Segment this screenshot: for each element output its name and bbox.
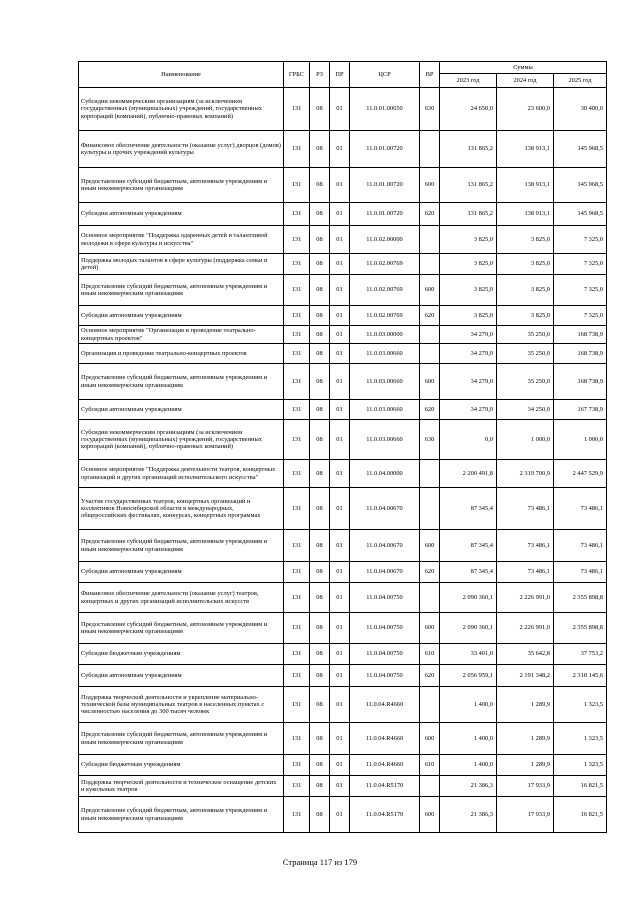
row-amount-2023: 34 279,0 <box>440 344 497 364</box>
row-amount-2025: 168 738,9 <box>554 344 607 364</box>
row-amount-2025: 1 323,5 <box>554 755 607 776</box>
row-amount-2023: 3 825,0 <box>440 275 497 306</box>
row-amount-2023: 2 056 959,1 <box>440 665 497 687</box>
row-vr: 620 <box>420 665 440 687</box>
row-amount-2023: 87 345,4 <box>440 530 497 562</box>
row-name: Предоставление субсидий бюджетным, автономным учреждениям и иным некоммерческим организациям <box>79 364 284 400</box>
row-pr: 01 <box>330 400 350 420</box>
header-vr: ВР <box>420 62 440 88</box>
table-row <box>79 88 607 131</box>
row-csr: 11.0.04.R5170 <box>350 776 420 797</box>
row-amount-2023: 21 386,3 <box>440 797 497 833</box>
row-amount-2025: 16 821,5 <box>554 776 607 797</box>
row-amount-2025: 2 447 529,9 <box>554 460 607 488</box>
row-pr: 01 <box>330 613 350 644</box>
row-amount-2023: 3 825,0 <box>440 226 497 254</box>
table-row <box>79 776 607 797</box>
row-csr: 11.0.04.00670 <box>350 562 420 583</box>
row-grbs: 131 <box>284 400 310 420</box>
table-row <box>79 755 607 776</box>
row-grbs: 131 <box>284 326 310 344</box>
row-amount-2023: 3 825,0 <box>440 306 497 326</box>
row-amount-2023: 131 865,2 <box>440 168 497 203</box>
row-name: Субсидии автономным учреждениям <box>79 665 284 687</box>
row-name: Участие государственных театров, концертных организаций и коллективов Новосибирской области в международных, общероссийских фестивалях, конкурсах, концертных программах <box>79 488 284 530</box>
row-vr: 600 <box>420 364 440 400</box>
row-pr: 01 <box>330 755 350 776</box>
row-amount-2024: 1 289,9 <box>497 687 554 723</box>
row-csr: 11.0.03.00660 <box>350 364 420 400</box>
row-grbs: 131 <box>284 254 310 275</box>
row-amount-2024: 1 000,0 <box>497 420 554 460</box>
row-csr: 11.0.04.00750 <box>350 644 420 665</box>
row-pr: 01 <box>330 460 350 488</box>
row-pr: 01 <box>330 797 350 833</box>
row-rz: 08 <box>310 530 330 562</box>
table-row <box>79 364 607 400</box>
row-pr: 01 <box>330 723 350 755</box>
row-amount-2023: 2 090 360,1 <box>440 583 497 613</box>
row-amount-2025: 145 968,5 <box>554 203 607 226</box>
header-rz: РЗ <box>310 62 330 88</box>
row-amount-2024: 3 825,0 <box>497 306 554 326</box>
row-name: Субсидии некоммерческим организациям (за исключением государственных (муниципальных) учреждений, государственных корпораций (компаний), публично-правовых компаний) <box>79 420 284 460</box>
row-amount-2024: 23 600,0 <box>497 88 554 131</box>
row-csr: 11.0.02.00769 <box>350 306 420 326</box>
row-name: Организация и проведение театрально-концертных проектов <box>79 344 284 364</box>
row-amount-2025: 7 325,0 <box>554 226 607 254</box>
table-row <box>79 797 607 833</box>
row-vr: 600 <box>420 168 440 203</box>
row-csr: 11.0.01.00720 <box>350 203 420 226</box>
row-grbs: 131 <box>284 168 310 203</box>
row-name: Поддержка молодых талантов в сфере культуры (поддержка семьи и детей) <box>79 254 284 275</box>
row-amount-2025: 16 821,5 <box>554 797 607 833</box>
row-rz: 08 <box>310 203 330 226</box>
row-rz: 08 <box>310 168 330 203</box>
row-rz: 08 <box>310 797 330 833</box>
row-rz: 08 <box>310 755 330 776</box>
row-amount-2025: 2 355 898,8 <box>554 613 607 644</box>
row-name: Субсидии автономным учреждениям <box>79 203 284 226</box>
row-pr: 01 <box>330 364 350 400</box>
table-row <box>79 613 607 644</box>
row-name: Субсидии бюджетным учреждениям <box>79 755 284 776</box>
row-amount-2024: 1 289,9 <box>497 755 554 776</box>
row-amount-2024: 138 913,1 <box>497 168 554 203</box>
table-row <box>79 562 607 583</box>
row-amount-2025: 7 325,0 <box>554 254 607 275</box>
row-amount-2023: 0,0 <box>440 420 497 460</box>
row-grbs: 131 <box>284 776 310 797</box>
row-rz: 08 <box>310 644 330 665</box>
row-pr: 01 <box>330 306 350 326</box>
row-rz: 08 <box>310 364 330 400</box>
row-amount-2023: 21 386,3 <box>440 776 497 797</box>
row-amount-2025: 73 486,1 <box>554 488 607 530</box>
row-amount-2023: 34 279,0 <box>440 364 497 400</box>
row-rz: 08 <box>310 326 330 344</box>
table-body <box>79 88 607 833</box>
row-grbs: 131 <box>284 755 310 776</box>
header-year-2023: 2023 год <box>440 74 497 88</box>
row-amount-2024: 138 913,1 <box>497 131 554 168</box>
row-amount-2023: 1 400,0 <box>440 687 497 723</box>
row-amount-2024: 2 226 991,0 <box>497 583 554 613</box>
row-amount-2024: 17 933,9 <box>497 797 554 833</box>
row-vr: 620 <box>420 400 440 420</box>
row-csr: 11.0.04.00750 <box>350 613 420 644</box>
row-grbs: 131 <box>284 344 310 364</box>
row-pr: 01 <box>330 687 350 723</box>
row-pr: 01 <box>330 583 350 613</box>
row-csr: 11.0.02.00769 <box>350 254 420 275</box>
row-pr: 01 <box>330 776 350 797</box>
row-csr: 11.0.04.00000 <box>350 460 420 488</box>
row-pr: 01 <box>330 420 350 460</box>
row-amount-2024: 3 825,0 <box>497 254 554 275</box>
header-csr: ЦСР <box>350 62 420 88</box>
row-vr <box>420 687 440 723</box>
row-amount-2024: 73 486,1 <box>497 488 554 530</box>
row-vr: 600 <box>420 275 440 306</box>
row-amount-2024: 3 825,0 <box>497 226 554 254</box>
table-row <box>79 583 607 613</box>
row-amount-2024: 34 250,0 <box>497 400 554 420</box>
row-amount-2024: 17 933,9 <box>497 776 554 797</box>
row-grbs: 131 <box>284 530 310 562</box>
table-row <box>79 168 607 203</box>
row-amount-2024: 35 250,0 <box>497 344 554 364</box>
row-rz: 08 <box>310 723 330 755</box>
row-amount-2023: 2 200 491,8 <box>440 460 497 488</box>
row-amount-2023: 33 401,0 <box>440 644 497 665</box>
row-vr: 620 <box>420 306 440 326</box>
row-csr: 11.0.04.00750 <box>350 665 420 687</box>
row-rz: 08 <box>310 776 330 797</box>
row-rz: 08 <box>310 665 330 687</box>
row-name: Поддержка творческой деятельности и укрепление материально-технической базы муниципальных театров в населенных пунктах с численностью населения до 300 тысяч человек <box>79 687 284 723</box>
table-row <box>79 687 607 723</box>
row-vr: 620 <box>420 203 440 226</box>
row-grbs: 131 <box>284 88 310 131</box>
row-csr: 11.0.02.00000 <box>350 226 420 254</box>
row-rz: 08 <box>310 226 330 254</box>
row-csr: 11.0.01.00720 <box>350 131 420 168</box>
row-name: Предоставление субсидий бюджетным, автономным учреждениям и иным некоммерческим организациям <box>79 275 284 306</box>
table-row <box>79 400 607 420</box>
row-csr: 11.0.04.R4660 <box>350 755 420 776</box>
row-csr: 11.0.04.00670 <box>350 488 420 530</box>
row-csr: 11.0.04.R4660 <box>350 723 420 755</box>
row-csr: 11.0.01.00720 <box>350 168 420 203</box>
row-amount-2024: 35 642,8 <box>497 644 554 665</box>
row-amount-2025: 7 325,0 <box>554 306 607 326</box>
header-year-2025: 2025 год <box>554 74 607 88</box>
row-amount-2023: 24 650,0 <box>440 88 497 131</box>
table-row <box>79 306 607 326</box>
row-pr: 01 <box>330 168 350 203</box>
row-vr: 600 <box>420 723 440 755</box>
header-pr: ПР <box>330 62 350 88</box>
row-vr: 600 <box>420 613 440 644</box>
table-header <box>79 62 607 88</box>
row-amount-2025: 1 000,0 <box>554 420 607 460</box>
row-vr: 600 <box>420 530 440 562</box>
row-vr <box>420 254 440 275</box>
row-amount-2025: 37 753,2 <box>554 644 607 665</box>
row-grbs: 131 <box>284 306 310 326</box>
row-vr: 610 <box>420 755 440 776</box>
row-rz: 08 <box>310 613 330 644</box>
row-amount-2025: 145 968,5 <box>554 168 607 203</box>
row-rz: 08 <box>310 131 330 168</box>
row-rz: 08 <box>310 583 330 613</box>
budget-table <box>78 61 607 833</box>
row-grbs: 131 <box>284 723 310 755</box>
row-csr: 11.0.02.00769 <box>350 275 420 306</box>
row-csr: 11.0.03.00660 <box>350 344 420 364</box>
row-name: Субсидии автономным учреждениям <box>79 400 284 420</box>
table-row <box>79 254 607 275</box>
row-grbs: 131 <box>284 797 310 833</box>
row-vr <box>420 583 440 613</box>
table-row <box>79 226 607 254</box>
row-csr: 11.0.01.00650 <box>350 88 420 131</box>
row-pr: 01 <box>330 644 350 665</box>
row-vr: 630 <box>420 88 440 131</box>
row-amount-2025: 145 968,5 <box>554 131 607 168</box>
row-amount-2023: 2 090 360,1 <box>440 613 497 644</box>
row-amount-2023: 34 279,0 <box>440 400 497 420</box>
row-name: Основное мероприятие "Организация и проведение театрально-концертных проектов" <box>79 326 284 344</box>
header-sums: Суммы <box>440 62 607 74</box>
table-row <box>79 488 607 530</box>
table-row <box>79 326 607 344</box>
table-row <box>79 530 607 562</box>
row-name: Предоставление субсидий бюджетным, автономным учреждениям и иным некоммерческим организациям <box>79 723 284 755</box>
table-row <box>79 275 607 306</box>
row-name: Основное мероприятие "Поддержка деятельности театров, концертных организаций и других организаций исполнительского искусства" <box>79 460 284 488</box>
table-row <box>79 420 607 460</box>
row-grbs: 131 <box>284 364 310 400</box>
row-vr <box>420 460 440 488</box>
row-name: Финансовое обеспечение деятельности (оказание услуг) театров, концертных и других организаций исполнительских искусств <box>79 583 284 613</box>
row-amount-2024: 2 226 991,0 <box>497 613 554 644</box>
row-rz: 08 <box>310 306 330 326</box>
row-grbs: 131 <box>284 460 310 488</box>
row-pr: 01 <box>330 488 350 530</box>
table-row <box>79 344 607 364</box>
row-grbs: 131 <box>284 562 310 583</box>
row-amount-2025: 167 738,9 <box>554 400 607 420</box>
row-amount-2025: 2 355 898,8 <box>554 583 607 613</box>
row-amount-2025: 73 486,1 <box>554 562 607 583</box>
row-pr: 01 <box>330 562 350 583</box>
row-rz: 08 <box>310 460 330 488</box>
row-rz: 08 <box>310 400 330 420</box>
row-rz: 08 <box>310 254 330 275</box>
table-row <box>79 203 607 226</box>
row-name: Предоставление субсидий бюджетным, автономным учреждениям и иным некоммерческим организациям <box>79 530 284 562</box>
row-name: Субсидии автономным учреждениям <box>79 306 284 326</box>
row-rz: 08 <box>310 275 330 306</box>
row-vr: 630 <box>420 420 440 460</box>
row-name: Основное мероприятие "Поддержка одаренных детей и талантливой молодежи в сфере культуры и искусства" <box>79 226 284 254</box>
row-amount-2025: 168 738,9 <box>554 364 607 400</box>
row-name: Финансовое обеспечение деятельности (оказание услуг) дворцов (домов) культуры и прочих учреждений культуры <box>79 131 284 168</box>
row-amount-2023: 34 279,0 <box>440 326 497 344</box>
row-vr: 620 <box>420 562 440 583</box>
row-vr <box>420 344 440 364</box>
row-pr: 01 <box>330 203 350 226</box>
row-vr <box>420 488 440 530</box>
row-name: Предоставление субсидий бюджетным, автономным учреждениям и иным некоммерческим организациям <box>79 797 284 833</box>
row-amount-2023: 87 345,4 <box>440 488 497 530</box>
table-row <box>79 131 607 168</box>
row-pr: 01 <box>330 326 350 344</box>
row-name: Поддержка творческой деятельности и техническое оснащение детских и кукольных театров <box>79 776 284 797</box>
row-amount-2024: 2 191 348,2 <box>497 665 554 687</box>
row-grbs: 131 <box>284 275 310 306</box>
row-rz: 08 <box>310 488 330 530</box>
row-name: Субсидии бюджетным учреждениям <box>79 644 284 665</box>
row-csr: 11.0.04.R4660 <box>350 687 420 723</box>
row-grbs: 131 <box>284 131 310 168</box>
row-grbs: 131 <box>284 665 310 687</box>
row-amount-2023: 131 865,2 <box>440 203 497 226</box>
header-year-2024: 2024 год <box>497 74 554 88</box>
row-amount-2024: 73 486,1 <box>497 562 554 583</box>
row-amount-2023: 131 865,2 <box>440 131 497 168</box>
row-amount-2024: 73 486,1 <box>497 530 554 562</box>
row-csr: 11.0.04.00750 <box>350 583 420 613</box>
row-amount-2025: 7 325,0 <box>554 275 607 306</box>
row-name: Предоставление субсидий бюджетным, автономным учреждениям и иным некоммерческим организациям <box>79 168 284 203</box>
row-amount-2025: 1 323,5 <box>554 723 607 755</box>
row-rz: 08 <box>310 687 330 723</box>
row-grbs: 131 <box>284 583 310 613</box>
row-amount-2025: 1 323,5 <box>554 687 607 723</box>
row-amount-2025: 2 318 145,6 <box>554 665 607 687</box>
row-csr: 11.0.03.00000 <box>350 326 420 344</box>
row-amount-2024: 2 319 700,9 <box>497 460 554 488</box>
row-csr: 11.0.04.00670 <box>350 530 420 562</box>
header-grbs: ГРБС <box>284 62 310 88</box>
row-rz: 08 <box>310 344 330 364</box>
row-grbs: 131 <box>284 203 310 226</box>
table-row <box>79 644 607 665</box>
page-number: Страница 117 из 179 <box>282 857 358 867</box>
row-vr: 600 <box>420 797 440 833</box>
row-vr <box>420 776 440 797</box>
row-pr: 01 <box>330 665 350 687</box>
row-grbs: 131 <box>284 687 310 723</box>
row-csr: 11.0.04.R5170 <box>350 797 420 833</box>
row-amount-2024: 3 825,0 <box>497 275 554 306</box>
row-amount-2023: 1 400,0 <box>440 723 497 755</box>
row-amount-2023: 87 345,4 <box>440 562 497 583</box>
row-vr: 610 <box>420 644 440 665</box>
row-amount-2025: 30 400,0 <box>554 88 607 131</box>
row-pr: 01 <box>330 275 350 306</box>
row-name: Субсидии автономным учреждениям <box>79 562 284 583</box>
row-csr: 11.0.03.00660 <box>350 400 420 420</box>
row-grbs: 131 <box>284 226 310 254</box>
row-csr: 11.0.03.00660 <box>350 420 420 460</box>
table-row <box>79 723 607 755</box>
row-grbs: 131 <box>284 420 310 460</box>
row-pr: 01 <box>330 254 350 275</box>
row-pr: 01 <box>330 131 350 168</box>
row-pr: 01 <box>330 88 350 131</box>
row-pr: 01 <box>330 530 350 562</box>
row-amount-2025: 73 486,1 <box>554 530 607 562</box>
row-grbs: 131 <box>284 488 310 530</box>
row-vr <box>420 131 440 168</box>
row-vr <box>420 226 440 254</box>
header-name: Наименование <box>79 62 284 88</box>
row-name: Предоставление субсидий бюджетным, автономным учреждениям и иным некоммерческим организациям <box>79 613 284 644</box>
row-amount-2025: 168 738,9 <box>554 326 607 344</box>
row-amount-2023: 3 825,0 <box>440 254 497 275</box>
row-amount-2024: 35 250,0 <box>497 364 554 400</box>
table-row <box>79 665 607 687</box>
row-name: Субсидии некоммерческим организациям (за исключением государственных (муниципальных) учреждений, государственных корпораций (компаний), публично-правовых компаний) <box>79 88 284 131</box>
row-rz: 08 <box>310 562 330 583</box>
row-grbs: 131 <box>284 644 310 665</box>
row-pr: 01 <box>330 344 350 364</box>
row-amount-2024: 1 289,9 <box>497 723 554 755</box>
row-pr: 01 <box>330 226 350 254</box>
row-amount-2023: 1 400,0 <box>440 755 497 776</box>
row-amount-2024: 138 913,1 <box>497 203 554 226</box>
row-rz: 08 <box>310 420 330 460</box>
table-row <box>79 460 607 488</box>
row-grbs: 131 <box>284 613 310 644</box>
row-amount-2024: 35 250,0 <box>497 326 554 344</box>
row-rz: 08 <box>310 88 330 131</box>
row-vr <box>420 326 440 344</box>
